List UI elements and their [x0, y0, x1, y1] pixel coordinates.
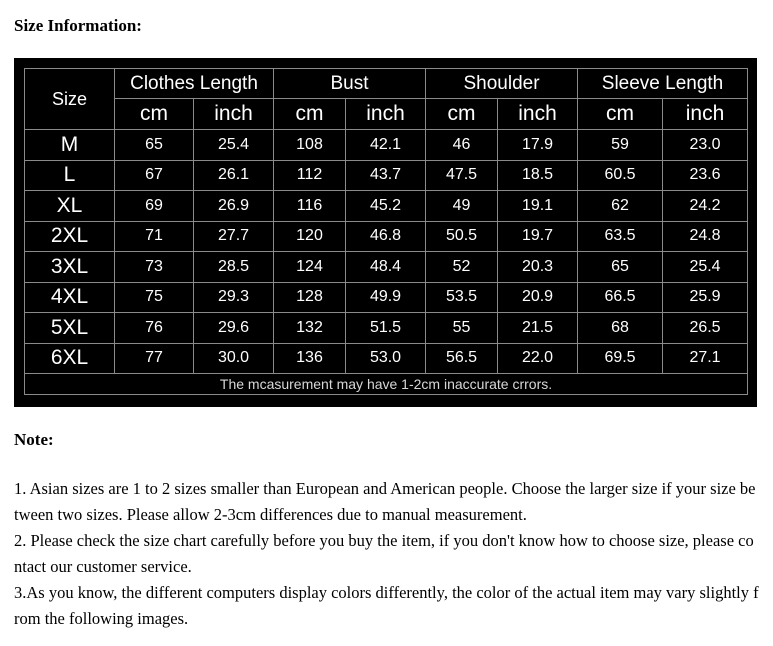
measurement-cell: 112	[274, 160, 346, 191]
measurement-cell: 65	[115, 130, 194, 161]
measurement-cell: 67	[115, 160, 194, 191]
size-label-cell: L	[25, 160, 115, 191]
measurement-cell: 23.6	[663, 160, 748, 191]
size-chart	[14, 58, 757, 407]
measurement-cell: 53.0	[346, 343, 426, 374]
size-column-header: Size	[25, 69, 115, 130]
measurement-cell: 20.9	[498, 282, 578, 313]
measurement-cell: 30.0	[194, 343, 274, 374]
table-row	[25, 313, 748, 344]
measurement-cell: 56.5	[426, 343, 498, 374]
table-row	[25, 343, 748, 374]
measurement-cell: 48.4	[346, 252, 426, 283]
measurement-cell: 73	[115, 252, 194, 283]
measurement-cell: 24.8	[663, 221, 748, 252]
size-table	[24, 68, 748, 395]
measurement-cell: 53.5	[426, 282, 498, 313]
measurement-cell: 25.9	[663, 282, 748, 313]
measurement-cell: 43.7	[346, 160, 426, 191]
measurement-cell: 45.2	[346, 191, 426, 222]
measurement-cell: 26.1	[194, 160, 274, 191]
measurement-cell: 29.6	[194, 313, 274, 344]
measurement-cell: 132	[274, 313, 346, 344]
measurement-cell: 76	[115, 313, 194, 344]
size-label-cell: 6XL	[25, 343, 115, 374]
note-item: 3.As you know, the different computers display colors differently, the color of the actual item may vary slightly from the following images.	[14, 583, 759, 628]
size-information-heading: Size Information:	[14, 16, 142, 35]
measurement-cell: 59	[578, 130, 663, 161]
unit-header: inch	[346, 99, 426, 130]
measurement-footnote: The mcasurement may have 1-2cm inaccurate crrors.	[25, 374, 748, 395]
measurement-cell: 75	[115, 282, 194, 313]
column-group-header: Bust	[274, 69, 426, 99]
measurement-cell: 42.1	[346, 130, 426, 161]
size-label-cell: 3XL	[25, 252, 115, 283]
column-group-header: Shoulder	[426, 69, 578, 99]
measurement-cell: 62	[578, 191, 663, 222]
measurement-cell: 136	[274, 343, 346, 374]
size-label-cell: 4XL	[25, 282, 115, 313]
measurement-cell: 23.0	[663, 130, 748, 161]
table-row	[25, 221, 748, 252]
measurement-cell: 49	[426, 191, 498, 222]
unit-header: cm	[426, 99, 498, 130]
measurement-cell: 65	[578, 252, 663, 283]
note-item: 1. Asian sizes are 1 to 2 sizes smaller than European and American people. Choose the larger size if your size between two sizes. Please allow 2-3cm differences due to manual measurement.	[14, 479, 756, 524]
measurement-cell: 108	[274, 130, 346, 161]
table-row	[25, 130, 748, 161]
measurement-cell: 22.0	[498, 343, 578, 374]
measurement-cell: 28.5	[194, 252, 274, 283]
measurement-cell: 50.5	[426, 221, 498, 252]
measurement-cell: 68	[578, 313, 663, 344]
measurement-cell: 128	[274, 282, 346, 313]
measurement-cell: 21.5	[498, 313, 578, 344]
size-label-cell: 2XL	[25, 221, 115, 252]
measurement-cell: 19.7	[498, 221, 578, 252]
unit-header: cm	[115, 99, 194, 130]
unit-header: cm	[578, 99, 663, 130]
unit-header: inch	[194, 99, 274, 130]
measurement-cell: 52	[426, 252, 498, 283]
measurement-cell: 26.9	[194, 191, 274, 222]
note-item: 2. Please check the size chart carefully before you buy the item, if you don't know how to choose size, please contact our customer service.	[14, 531, 754, 576]
size-label-cell: XL	[25, 191, 115, 222]
measurement-cell: 63.5	[578, 221, 663, 252]
measurement-cell: 47.5	[426, 160, 498, 191]
size-label-cell: 5XL	[25, 313, 115, 344]
table-row	[25, 252, 748, 283]
size-label-cell: M	[25, 130, 115, 161]
measurement-cell: 46	[426, 130, 498, 161]
measurement-cell: 27.7	[194, 221, 274, 252]
measurement-cell: 120	[274, 221, 346, 252]
measurement-cell: 19.1	[498, 191, 578, 222]
measurement-cell: 29.3	[194, 282, 274, 313]
note-heading: Note:	[14, 430, 54, 449]
table-row	[25, 160, 748, 191]
measurement-cell: 55	[426, 313, 498, 344]
measurement-cell: 71	[115, 221, 194, 252]
table-unit-row	[25, 99, 748, 130]
measurement-cell: 49.9	[346, 282, 426, 313]
unit-header: cm	[274, 99, 346, 130]
table-header-row	[25, 69, 748, 99]
measurement-cell: 20.3	[498, 252, 578, 283]
measurement-cell: 18.5	[498, 160, 578, 191]
unit-header: inch	[663, 99, 748, 130]
notes-list	[14, 476, 759, 632]
table-row	[25, 282, 748, 313]
measurement-cell: 46.8	[346, 221, 426, 252]
measurement-cell: 77	[115, 343, 194, 374]
measurement-cell: 24.2	[663, 191, 748, 222]
table-row	[25, 191, 748, 222]
measurement-cell: 60.5	[578, 160, 663, 191]
measurement-cell: 17.9	[498, 130, 578, 161]
column-group-header: Clothes Length	[115, 69, 274, 99]
measurement-cell: 69.5	[578, 343, 663, 374]
measurement-cell: 51.5	[346, 313, 426, 344]
measurement-cell: 116	[274, 191, 346, 222]
measurement-cell: 25.4	[663, 252, 748, 283]
measurement-cell: 25.4	[194, 130, 274, 161]
measurement-cell: 124	[274, 252, 346, 283]
unit-header: inch	[498, 99, 578, 130]
measurement-cell: 66.5	[578, 282, 663, 313]
column-group-header: Sleeve Length	[578, 69, 748, 99]
measurement-cell: 27.1	[663, 343, 748, 374]
measurement-cell: 26.5	[663, 313, 748, 344]
measurement-cell: 69	[115, 191, 194, 222]
